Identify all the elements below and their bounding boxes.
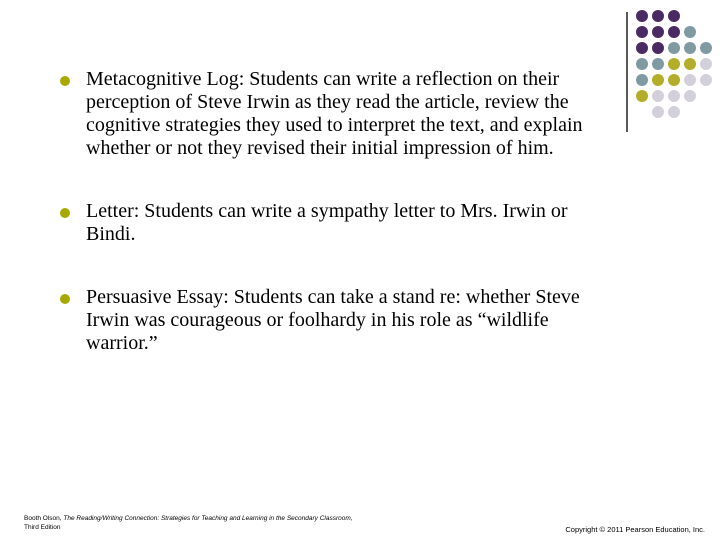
decorative-dot (668, 58, 680, 70)
decorative-dot (652, 74, 664, 86)
decorative-dot (668, 26, 680, 38)
decorative-dot (636, 42, 648, 54)
bullet-text: Metacognitive Log: Students can write a reflection on their perception of Steve Irwin as they read the article, review the cognitive strategies they used to interpret the text, and explain whether or not they revised their initial impression of him. (86, 68, 583, 159)
bullet-dot-icon (60, 208, 70, 218)
decorative-dot (700, 58, 712, 70)
bullet-text: Letter: Students can write a sympathy letter to Mrs. Irwin or Bindi. (86, 200, 568, 245)
decorative-dot (684, 90, 696, 102)
footer-copyright: Copyright © 2011 Pearson Education, Inc. (565, 525, 705, 534)
decorative-dot (652, 10, 664, 22)
decorative-dot (700, 42, 712, 54)
decorative-dot (668, 42, 680, 54)
decorative-dot (636, 58, 648, 70)
decorative-dot (668, 74, 680, 86)
bullet-dot-icon (60, 294, 70, 304)
decorative-dot (652, 58, 664, 70)
decorative-dot (700, 74, 712, 86)
decorative-dot (668, 10, 680, 22)
footer-source-citation (24, 514, 354, 532)
bullet-text: Persuasive Essay: Students can take a stand re: whether Steve Irwin was courageous or foolhardy in his role as “wildlife warrior.” (86, 286, 580, 354)
bullet-item-metacognitive-log (60, 68, 620, 160)
decorative-dot (652, 90, 664, 102)
decorative-dot (652, 42, 664, 54)
decorative-dot (684, 58, 696, 70)
decorative-dot (684, 42, 696, 54)
decorative-dot-grid (636, 10, 720, 120)
vertical-divider (626, 12, 628, 132)
bullet-dot-icon (60, 76, 70, 86)
footer-source-prefix: Booth Olson, (24, 515, 64, 522)
decorative-dot (684, 74, 696, 86)
footer-source-suffix: , Third Edition (24, 515, 353, 531)
decorative-dot (636, 90, 648, 102)
footer-source-title: The Reading/Writing Connection: Strategies for Teaching and Learning in the Secondary Classroom (63, 515, 351, 522)
bullet-item-persuasive-essay (60, 286, 620, 355)
decorative-dot (652, 26, 664, 38)
decorative-dot (636, 26, 648, 38)
decorative-dot (684, 26, 696, 38)
decorative-dot (636, 10, 648, 22)
decorative-dot (636, 74, 648, 86)
bullet-item-letter (60, 200, 620, 246)
decorative-dot (668, 106, 680, 118)
decorative-dot (668, 90, 680, 102)
bullet-list (60, 68, 620, 355)
decorative-dot (652, 106, 664, 118)
